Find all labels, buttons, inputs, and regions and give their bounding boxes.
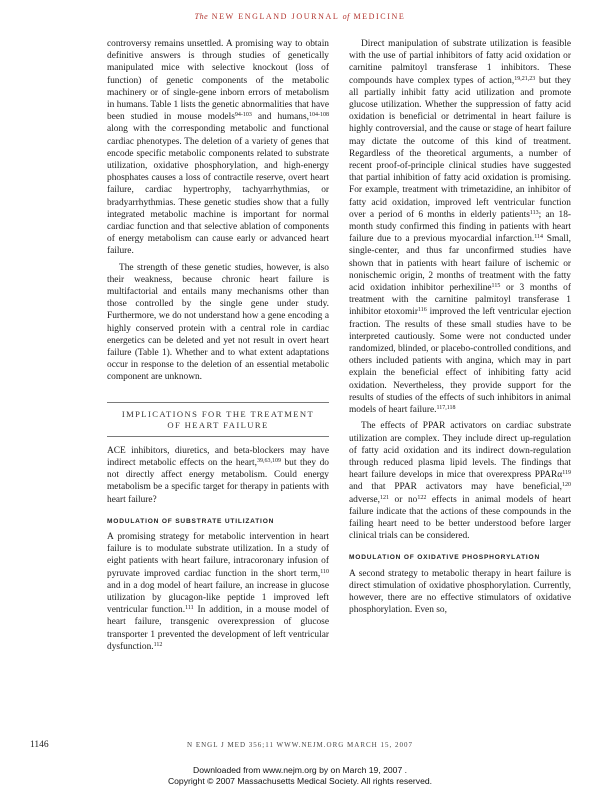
reference: 112: [153, 641, 163, 648]
reference: 120: [562, 482, 571, 489]
text-run: or 3 months of treatment with the carnitine palmitoyl transferase 1 inhibitor etoxomir: [349, 283, 571, 318]
left-paragraph-1: [107, 38, 329, 258]
download-line: Downloaded from www.nejm.org by on March 19, 2007 .: [193, 765, 407, 775]
reference: 39,63,109: [256, 457, 281, 464]
reference: 122: [417, 494, 427, 501]
journal-header: [0, 12, 600, 21]
journal-header-name: NEW ENGLAND JOURNAL: [211, 12, 340, 21]
journal-header-the: The: [194, 12, 209, 21]
copyright-line: Copyright © 2007 Massachusetts Medical Society. All rights reserved.: [167, 775, 433, 786]
text-run: ACE inhibitors, diuretics, and beta-blockers may have indirect metabolic effects on the heart,: [107, 445, 329, 468]
text-run: In addition, in a mouse model of heart failure, transgenic overexpression of glucose transporter 1 prevented the development of left ventricular dysfunction.: [107, 605, 329, 652]
reference: 19,21,23: [514, 75, 536, 82]
section-heading-line-2: OF HEART FAILURE: [167, 419, 269, 430]
journal-header-of: of: [342, 12, 350, 21]
left-paragraph-3: [107, 445, 329, 506]
reference: 121: [379, 494, 389, 501]
reference: 111: [185, 605, 194, 612]
text-run: but they all partially inhibit fatty acid utilization and promote glucose utilization. Whether the suppression of fatty acid oxidation is beneficial or detrimental in heart failure is highly controversial, and the cause or stage of heart failure may dictate the outcome of this kind of treatment. Regardless of the theoretical arguments, a number of recent proof-of-principle clinical studies have suggested that partial inhibition of fatty acid oxidation is promising. For example, treatment with trimetazidine, an inhibitor of fatty acid oxidation, improved left ventricular function over a period of 6 months in elderly patients: [349, 75, 571, 220]
right-paragraph-3: A second strategy to metabolic therapy in heart failure is direct stimulation of oxidative phosphorylation. Currently, however, there are no effective stimulators of oxidative phosphorylation. Even so,: [349, 568, 571, 616]
text-run: and in a dog model of heart failure, an increase in glucose utilization by glucagon-like peptide 1 improved left ventricular function.: [107, 580, 329, 616]
section-heading-line-1: IMPLICATIONS FOR THE TREATMENT: [121, 408, 315, 419]
text-run: or no: [388, 494, 418, 505]
text-run: adverse,: [349, 494, 380, 505]
text-run: ; an 18-month study confirmed this finding in patients with heart failure due to a previous myocardial infarction.: [349, 209, 572, 245]
text-run: A promising strategy for metabolic intervention in heart failure is to modulate substrate utilization. In a study of eight patients with heart failure, intracoronary infusion of pyruvate improved cardiac function in the short term,: [107, 531, 329, 579]
subheading-substrate-utilization: MODULATION OF SUBSTRATE UTILIZATION: [107, 517, 275, 525]
text-run: Small, single-center, and thus far unconfirmed studies have shown that in patients with heart failure of ischemic or nonischemic origin, 2 months of treatment with the fatty acid oxidation inhibitor perhexiline: [349, 234, 571, 294]
right-paragraph-2: [349, 420, 571, 542]
text-run: controversy remains unsettled. A promising way to obtain definitive answers is through studies of genetically manipulated mice with selective knockout (loss of function) of genetic components of the metabolic machinery or of single-gene inborn errors of metabolism in humans. Table 1 lists the genetic abnormalities that have been studied in mouse models: [107, 39, 329, 123]
reference: 113: [529, 209, 539, 216]
right-column: [349, 38, 571, 616]
reference: 104-108: [309, 112, 329, 119]
subheading-oxidative-phosphorylation: MODULATION OF OXIDATIVE PHOSPHORYLATION: [349, 554, 541, 562]
text-run: and that PPAR activators may have beneficial,: [349, 482, 562, 493]
left-column: [107, 38, 329, 653]
text-run: effects in animal models of heart failure indicate that the actions of these compounds in the failing heart need to be better understood before larger clinical trials can be considered.: [349, 494, 572, 542]
reference: 117,118: [436, 405, 456, 412]
left-paragraph-2: The strength of these genetic studies, however, is also their weakness, because chronic heart failure is multifactorial and entails many mechanisms other than those controlled by the single gene under study. Furthermore, we do not understand how a gene encoding a highly conserved protein with a central role in cardiac energetics can be deleted and yet not result in overt heart failure (Table 1). Whether and to what extent adaptations occur in response to the deletion of an essential metabolic component are unknown.: [107, 262, 329, 383]
text-run: along with the corresponding metabolic and functional cardiac phenotypes. The deletion of a variety of genes that encode specific metabolic components related to substrate utilization, oxidative phosphorylation, and high-energy phosphates causes a loss of contractile reserve, overt heart failure, cardiac hypertrophy, tachyarrhythmias, or bradyarrhythmias. These genetic studies show that a fully integrated metabolic machine is important for normal cardiac function and that selective ablation of components of energy metabolism can cause early or advanced heart failure.: [107, 124, 329, 257]
reference: 94-103: [234, 112, 252, 119]
text-run: Direct manipulation of substrate utilization is feasible with the use of partial inhibitors of fatty acid oxidation or carnitine palmitoyl transferase 1 inhibitors. These compounds have complex types of action,: [349, 39, 571, 86]
reference: 116: [417, 307, 427, 314]
reference: 114: [534, 234, 544, 241]
footer-citation: N ENGL J MED 356;11 WWW.NEJM.ORG MARCH 15, 2007: [187, 741, 413, 749]
text-run: but they do not directly affect energy metabolism. Could energy metabolism be a specific target for therapy in patients with heart failure?: [107, 457, 329, 505]
text-run: The effects of PPAR activators on cardiac substrate utilization are complex. They include direct up-regulation of fatty acid oxidation and its indirect down-regulation through reduced plasma lipid levels. The findings that heart failure develops in mice that overexpress PPARα: [349, 421, 571, 481]
journal-header-medicine: MEDICINE: [353, 12, 406, 21]
reference: 110: [320, 568, 329, 575]
text-run: and humans,: [251, 112, 309, 123]
reference: 115: [491, 283, 501, 290]
right-paragraph-1: [349, 38, 571, 416]
left-paragraph-4: [107, 531, 329, 653]
reference: 119: [562, 470, 571, 477]
page-number: 1146: [30, 740, 49, 750]
section-heading: [107, 402, 329, 437]
text-run: improved the left ventricular ejection fraction. The results of these small studies have to be interpreted cautiously. Some were not conducted under randomized, blinded, or placebo-controlled conditions, and others included patients with angina, which may in part explain the beneficial effect of inhibiting fatty acid oxidation. Nevertheless, they provide support for the results of studies of the effects of such inhibitors in animal models of heart failure.: [349, 307, 572, 416]
download-notice: [0, 765, 600, 786]
